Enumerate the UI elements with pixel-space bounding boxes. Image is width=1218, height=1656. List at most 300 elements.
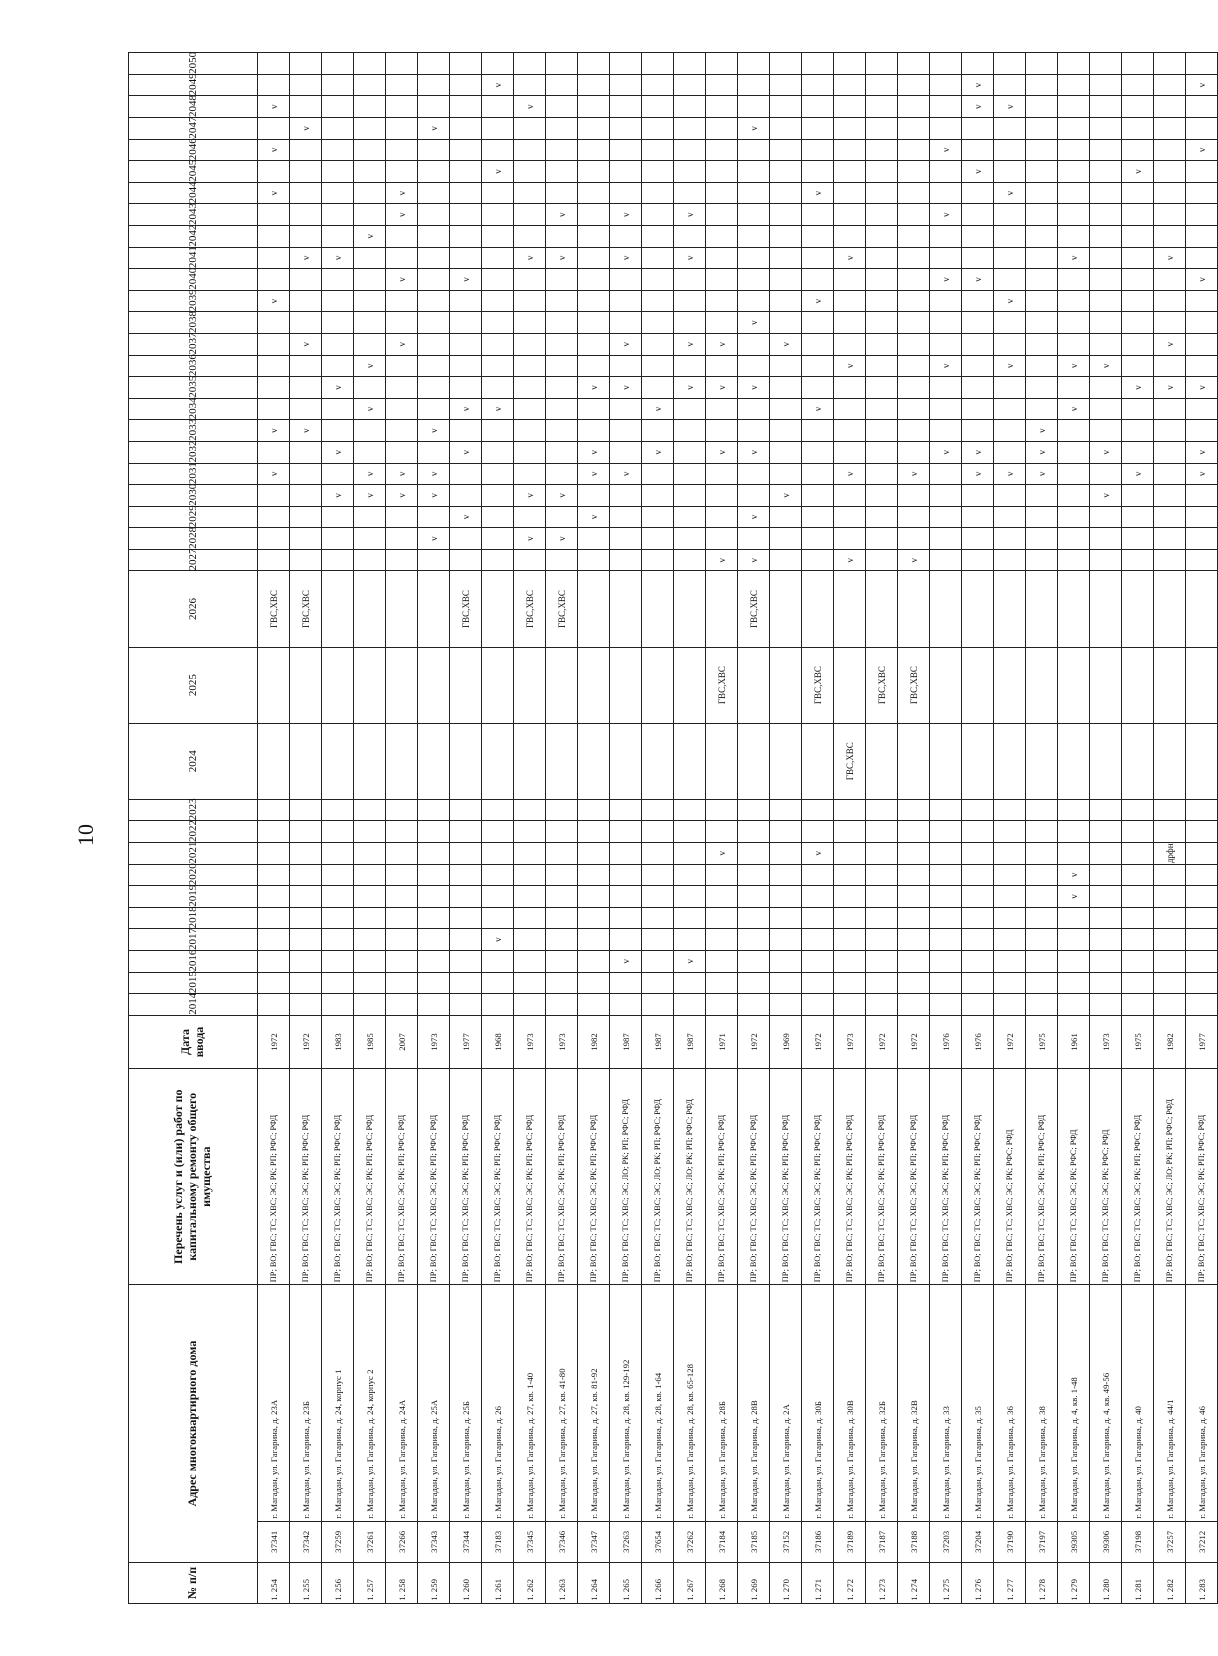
year-cell [450, 647, 482, 723]
year-cell [770, 929, 802, 951]
house-address: г. Магадан, ул. Гагарина, д. 24А [386, 1285, 418, 1522]
table-row [930, 53, 962, 1604]
year-cell [962, 420, 994, 442]
year-cell [418, 312, 450, 334]
year-cell [706, 118, 738, 140]
year-cell [930, 799, 962, 821]
year-cell [258, 972, 290, 994]
header-year: 2049 [129, 74, 258, 96]
year-cell [514, 420, 546, 442]
works-list: ПР; ВО; ГВС; ТС; ХВС; ЭС; РК; РП; РФС; РФД [386, 1069, 418, 1285]
year-cell [386, 247, 418, 269]
year-cell [386, 886, 418, 908]
year-cell [290, 441, 322, 463]
year-cell [1154, 182, 1186, 204]
year-cell [770, 312, 802, 334]
year-cell [1122, 420, 1154, 442]
works-list: ПР; ВО; ГВС; ТС; ХВС; ЭС; РК; РП; РФС; РФД [706, 1069, 738, 1285]
year-cell [1186, 420, 1218, 442]
year-cell [834, 161, 866, 183]
year-cell [834, 96, 866, 118]
year-cell [706, 225, 738, 247]
year-cell [418, 950, 450, 972]
year-cell [1090, 799, 1122, 821]
year-cell [578, 864, 610, 886]
year-cell [386, 506, 418, 528]
header-year: 2017 [129, 929, 258, 951]
house-address: г. Магадан, ул. Гагарина, д. 25Б [450, 1285, 482, 1522]
year-mark: v [482, 74, 514, 96]
year-cell [258, 929, 290, 951]
commission-date: 1961 [1058, 1015, 1090, 1068]
year-cell [546, 821, 578, 843]
year-cell [930, 864, 962, 886]
year-cell [802, 269, 834, 291]
year-cell [1026, 506, 1058, 528]
year-cell [930, 53, 962, 75]
year-cell [834, 950, 866, 972]
year-cell [802, 506, 834, 528]
year-mark: v [578, 463, 610, 485]
year-cell [994, 723, 1026, 799]
year-cell [770, 994, 802, 1016]
year-cell [610, 723, 642, 799]
year-cell [802, 528, 834, 550]
year-cell [1090, 74, 1122, 96]
year-cell [386, 907, 418, 929]
works-list: ПР; ВО; ГВС; ТС; ХВС; ЭС; РК; РФС; РФД [1058, 1069, 1090, 1285]
year-cell [994, 907, 1026, 929]
year-cell [290, 463, 322, 485]
row-number: 1. 276 [962, 1562, 994, 1603]
year-mark: v [674, 377, 706, 399]
year-cell [482, 269, 514, 291]
year-mark: v [546, 204, 578, 226]
year-cell [738, 723, 770, 799]
house-code: 37203 [930, 1521, 962, 1562]
year-cell [1026, 929, 1058, 951]
year-cell [770, 269, 802, 291]
year-cell [994, 571, 1026, 647]
year-cell [354, 139, 386, 161]
year-cell [610, 821, 642, 843]
year-cell [514, 864, 546, 886]
year-cell [930, 994, 962, 1016]
year-cell [642, 312, 674, 334]
year-cell [322, 907, 354, 929]
year-cell [674, 355, 706, 377]
works-list: ПР; ВО; ГВС; ТС; ХВС; ЭС; ЛО; РК; РП; РФС; РФД [642, 1069, 674, 1285]
year-cell [578, 994, 610, 1016]
year-cell [770, 420, 802, 442]
year-cell [1090, 549, 1122, 571]
year-cell [738, 139, 770, 161]
year-mark: v [1186, 269, 1218, 291]
year-cell [610, 269, 642, 291]
year-mark: v [834, 247, 866, 269]
year-cell [482, 204, 514, 226]
year-cell [1122, 225, 1154, 247]
year-cell [578, 886, 610, 908]
header-year: 2032 [129, 441, 258, 463]
header-num: № п/п [129, 1562, 258, 1603]
header-year: 2046 [129, 139, 258, 161]
year-cell [514, 647, 546, 723]
year-mark: v [802, 398, 834, 420]
year-cell [770, 290, 802, 312]
year-mark: v [514, 485, 546, 507]
year-cell [514, 799, 546, 821]
year-cell [514, 972, 546, 994]
year-cell [354, 53, 386, 75]
year-cell [642, 74, 674, 96]
year-cell [290, 377, 322, 399]
year-cell [578, 723, 610, 799]
year-cell [1154, 355, 1186, 377]
year-cell [578, 571, 610, 647]
year-cell [546, 420, 578, 442]
year-cell [674, 53, 706, 75]
commission-date: 1987 [610, 1015, 642, 1068]
year-cell [482, 225, 514, 247]
year-cell [546, 972, 578, 994]
year-cell [578, 74, 610, 96]
year-cell [1058, 290, 1090, 312]
commission-date: 1968 [482, 1015, 514, 1068]
year-mark: v [930, 204, 962, 226]
row-number: 1. 279 [1058, 1562, 1090, 1603]
year-cell [354, 994, 386, 1016]
year-cell [354, 506, 386, 528]
table-row [1058, 53, 1090, 1604]
year-cell [1154, 972, 1186, 994]
year-cell [674, 463, 706, 485]
year-cell [514, 506, 546, 528]
year-cell [386, 355, 418, 377]
year-cell [706, 182, 738, 204]
year-mark: v [418, 118, 450, 140]
year-cell [1026, 398, 1058, 420]
header-year: 2035 [129, 377, 258, 399]
year-mark: v [354, 355, 386, 377]
year-cell [866, 506, 898, 528]
year-mark: v [770, 333, 802, 355]
year-cell [1122, 312, 1154, 334]
year-cell [674, 821, 706, 843]
works-list: ПР; ВО; ГВС; ТС; ХВС; ЭС; РК; РП; РФС; РФД [322, 1069, 354, 1285]
year-cell [610, 972, 642, 994]
year-cell [834, 182, 866, 204]
house-code: 37342 [290, 1521, 322, 1562]
row-number: 1. 278 [1026, 1562, 1058, 1603]
year-cell [802, 204, 834, 226]
year-cell [674, 74, 706, 96]
year-cell [610, 994, 642, 1016]
year-mark: v [354, 463, 386, 485]
year-cell [802, 972, 834, 994]
year-cell [386, 843, 418, 865]
header-year: 2036 [129, 355, 258, 377]
year-mark: v [418, 463, 450, 485]
year-cell [770, 161, 802, 183]
year-mark: v [322, 247, 354, 269]
year-cell [386, 161, 418, 183]
house-code: 37188 [898, 1521, 930, 1562]
year-cell [1186, 312, 1218, 334]
year-cell [322, 821, 354, 843]
year-cell [1058, 528, 1090, 550]
house-address: г. Магадан, ул. Гагарина, д. 46 [1186, 1285, 1218, 1522]
year-cell [770, 53, 802, 75]
year-cell [418, 53, 450, 75]
year-cell [290, 161, 322, 183]
year-cell [802, 96, 834, 118]
year-cell [898, 821, 930, 843]
works-list: ПР; ВО; ГВС; ТС; ХВС; ЭС; РК; РП; РФС; РФД [834, 1069, 866, 1285]
works-list: ПР; ВО; ГВС; ТС; ХВС; ЭС; РК; РП; РФС; РФД [738, 1069, 770, 1285]
year-cell [866, 420, 898, 442]
rotated-table-container [128, 51, 1207, 1604]
house-code: 37189 [834, 1521, 866, 1562]
year-mark: v [514, 247, 546, 269]
house-code: 37263 [610, 1521, 642, 1562]
year-mark: v [962, 463, 994, 485]
year-cell [962, 53, 994, 75]
year-mark: v [418, 420, 450, 442]
year-cell [802, 549, 834, 571]
table-row [386, 53, 418, 1604]
header-address: Адрес многоквартирного дома [129, 1285, 258, 1563]
year-cell [834, 118, 866, 140]
year-cell [962, 972, 994, 994]
year-cell [994, 549, 1026, 571]
year-cell [802, 420, 834, 442]
year-cell [546, 333, 578, 355]
year-cell [386, 441, 418, 463]
header-year: 2022 [129, 821, 258, 843]
year-mark: v [322, 441, 354, 463]
table-row [962, 53, 994, 1604]
year-cell [1154, 312, 1186, 334]
year-cell [1122, 182, 1154, 204]
house-address: г. Магадан, ул. Гагарина, д. 4, кв. 1-48 [1058, 1285, 1090, 1522]
year-cell [1090, 821, 1122, 843]
year-cell [258, 723, 290, 799]
year-cell [1026, 182, 1058, 204]
year-cell [354, 723, 386, 799]
year-cell [1058, 182, 1090, 204]
year-cell [354, 864, 386, 886]
year-cell [1058, 96, 1090, 118]
year-cell [546, 950, 578, 972]
header-year: 2015 [129, 972, 258, 994]
works-list: ПР; ВО; ГВС; ТС; ХВС; ЭС; РК; РП; РФС; РФД [1122, 1069, 1154, 1285]
year-mark: v [386, 333, 418, 355]
year-cell [258, 247, 290, 269]
house-address: г. Магадан, ул. Гагарина, д. 23А [258, 1285, 290, 1522]
year-cell [706, 929, 738, 951]
year-cell [258, 647, 290, 723]
year-cell [770, 907, 802, 929]
table-row [1122, 53, 1154, 1604]
year-cell [962, 886, 994, 908]
year-cell [322, 355, 354, 377]
year-mark: v [706, 549, 738, 571]
year-cell [450, 994, 482, 1016]
year-cell [738, 528, 770, 550]
year-cell [866, 485, 898, 507]
works-list: ПР; ВО; ГВС; ТС; ХВС; ЭС; РК; РП; РФС; РФД [1186, 1069, 1218, 1285]
year-mark: v [930, 269, 962, 291]
house-address: г. Магадан, ул. Гагарина, д. 2А [770, 1285, 802, 1522]
year-cell [386, 929, 418, 951]
year-cell [834, 420, 866, 442]
year-cell [866, 118, 898, 140]
year-cell [450, 463, 482, 485]
works-list: ПР; ВО; ГВС; ТС; ХВС; ЭС; РК; РП; РФС; РФД [450, 1069, 482, 1285]
year-cell [290, 647, 322, 723]
works-list: ПР; ВО; ГВС; ТС; ХВС; ЭС; РК; РП; РФС; РФД [578, 1069, 610, 1285]
table-body [258, 53, 1218, 1604]
year-cell [738, 182, 770, 204]
year-cell [386, 821, 418, 843]
year-cell [962, 864, 994, 886]
house-address: г. Магадан, ул. Гагарина, д. 28Б [706, 1285, 738, 1522]
year-cell [1026, 864, 1058, 886]
header-year: 2037 [129, 333, 258, 355]
year-cell [290, 723, 322, 799]
year-mark: v [706, 441, 738, 463]
year-cell [322, 843, 354, 865]
year-cell [354, 204, 386, 226]
year-cell [1090, 269, 1122, 291]
year-cell [1122, 441, 1154, 463]
year-cell [1026, 204, 1058, 226]
year-mark: v [258, 290, 290, 312]
year-cell [386, 53, 418, 75]
year-mark: v [386, 204, 418, 226]
year-cell [1154, 994, 1186, 1016]
year-cell [834, 53, 866, 75]
year-cell [834, 799, 866, 821]
works-list: ПР; ВО; ГВС; ТС; ХВС; ЭС; РК; РП; РФС; РФД [898, 1069, 930, 1285]
header-year: 2047 [129, 118, 258, 140]
year-cell [1058, 950, 1090, 972]
year-cell [1186, 821, 1218, 843]
year-cell [258, 821, 290, 843]
row-number: 1. 259 [418, 1562, 450, 1603]
year-cell [450, 972, 482, 994]
house-address: г. Магадан, ул. Гагарина, д. 28, кв. 1-64 [642, 1285, 674, 1522]
house-address: г. Магадан, ул. Гагарина, д. 27, кв. 41-80 [546, 1285, 578, 1522]
year-cell [770, 821, 802, 843]
year-cell [674, 225, 706, 247]
year-mark: v [962, 74, 994, 96]
year-cell [450, 290, 482, 312]
year-cell [898, 420, 930, 442]
year-cell [482, 506, 514, 528]
year-cell [1154, 96, 1186, 118]
year-cell [418, 139, 450, 161]
commission-date: 1977 [450, 1015, 482, 1068]
year-cell [706, 53, 738, 75]
year-cell [514, 723, 546, 799]
year-cell [706, 269, 738, 291]
works-list: ПР; ВО; ГВС; ТС; ХВС; ЭС; РК; РП; РФС; РФД [1026, 1069, 1058, 1285]
year-mark: v [994, 290, 1026, 312]
year-cell [322, 886, 354, 908]
year-cell [1026, 225, 1058, 247]
commission-date: 1975 [1122, 1015, 1154, 1068]
year-cell [482, 355, 514, 377]
year-cell [930, 333, 962, 355]
year-cell [738, 96, 770, 118]
year-cell [258, 485, 290, 507]
year-cell [802, 864, 834, 886]
year-cell [898, 161, 930, 183]
year-cell [450, 864, 482, 886]
table-row [770, 53, 802, 1604]
year-cell [1154, 485, 1186, 507]
year-cell [706, 247, 738, 269]
year-cell [1058, 225, 1090, 247]
year-cell [994, 333, 1026, 355]
year-cell [1186, 96, 1218, 118]
year-cell [1122, 972, 1154, 994]
year-cell [1154, 506, 1186, 528]
house-code: 39306 [1090, 1521, 1122, 1562]
year-cell [866, 398, 898, 420]
year-cell [930, 907, 962, 929]
year-cell [674, 549, 706, 571]
house-code: 39305 [1058, 1521, 1090, 1562]
table-row [1026, 53, 1058, 1604]
year-cell [1090, 225, 1122, 247]
year-cell [610, 118, 642, 140]
row-number: 1. 270 [770, 1562, 802, 1603]
year-cell [1090, 290, 1122, 312]
year-cell [418, 723, 450, 799]
commission-date: 1987 [674, 1015, 706, 1068]
year-cell [1090, 528, 1122, 550]
year-cell [866, 528, 898, 550]
year-cell [546, 549, 578, 571]
year-cell [450, 420, 482, 442]
header-year: 2024 [129, 723, 258, 799]
year-mark: v [1090, 485, 1122, 507]
year-cell [258, 441, 290, 463]
year-cell [546, 506, 578, 528]
year-cell [1090, 161, 1122, 183]
year-cell [450, 247, 482, 269]
year-cell [322, 549, 354, 571]
year-cell [642, 647, 674, 723]
year-cell [834, 571, 866, 647]
year-cell [1026, 53, 1058, 75]
year-cell [994, 950, 1026, 972]
year-cell [674, 139, 706, 161]
commission-date: 1972 [802, 1015, 834, 1068]
table-row [290, 53, 322, 1604]
year-mark: v [1186, 74, 1218, 96]
year-cell [578, 485, 610, 507]
year-cell [546, 161, 578, 183]
year-cell [1090, 312, 1122, 334]
year-mark: v [258, 96, 290, 118]
year-mark: v [1090, 441, 1122, 463]
commission-date: 1975 [1026, 1015, 1058, 1068]
year-cell [418, 907, 450, 929]
